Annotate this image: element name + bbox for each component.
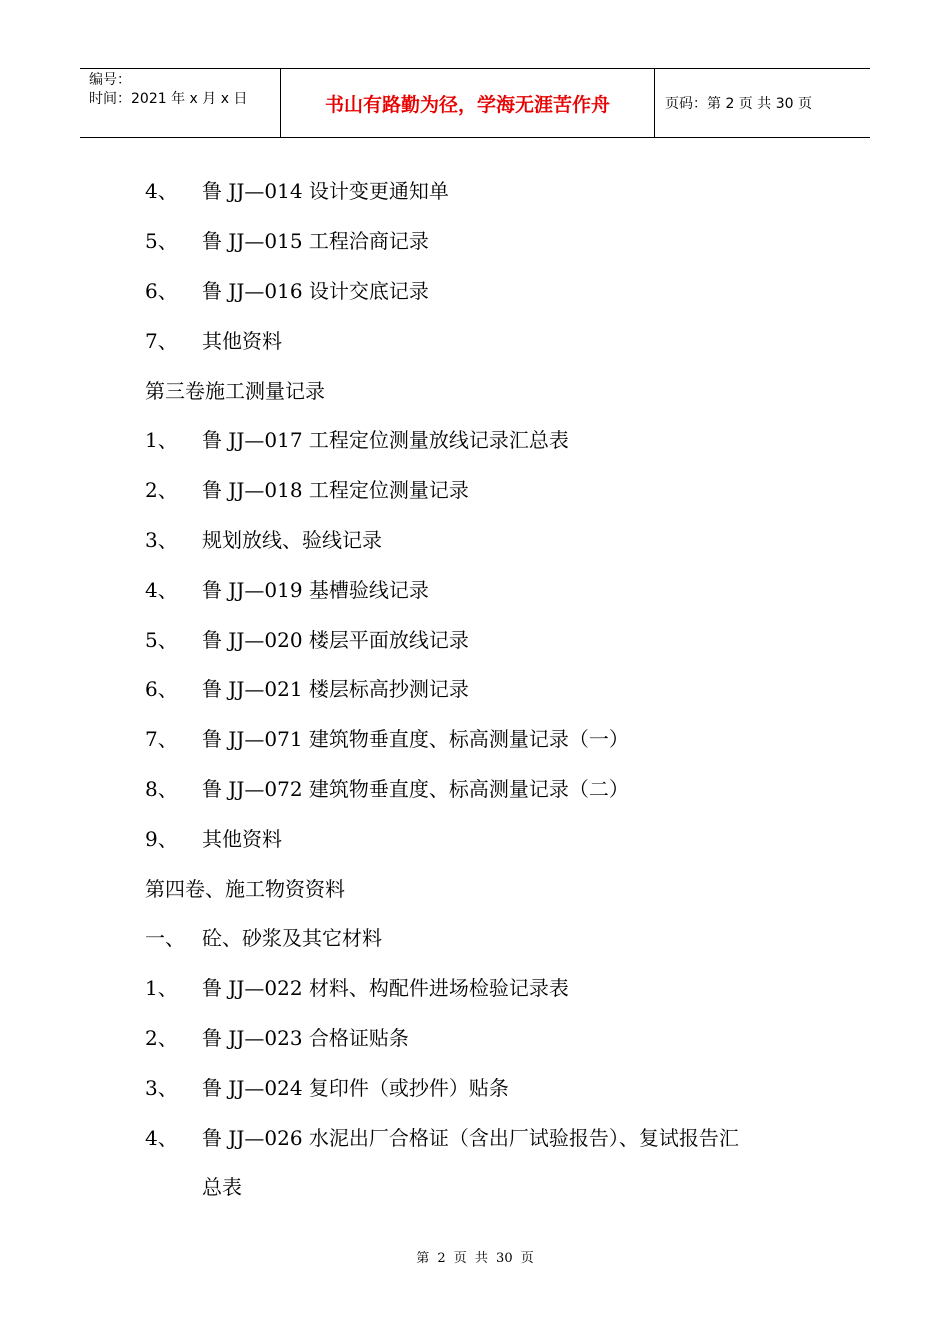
item-text: 鲁 JJ—019 基槽验线记录 [202, 577, 429, 602]
section-title: 第四卷、施工物资资料 [145, 876, 345, 901]
item-number: 一、 [145, 926, 185, 951]
item-number: 7、 [145, 727, 178, 752]
number-label: 编号： [89, 72, 131, 88]
item-text: 鲁 JJ—023 合格证贴条 [202, 1025, 409, 1050]
list-item [145, 1111, 825, 1161]
item-text: 鲁 JJ—024 复印件（或抄件）贴条 [202, 1075, 509, 1100]
time-label: 时间：2021 年 x 月 x 日 [89, 91, 248, 107]
item-number: 9、 [145, 826, 178, 851]
page-header [80, 68, 870, 138]
list-item [145, 713, 825, 763]
item-text: 鲁 JJ—071 建筑物垂直度、标高测量记录（一） [202, 727, 629, 752]
item-text: 规划放线、验线记录 [202, 527, 382, 552]
list-item [145, 763, 825, 813]
list-item [145, 563, 825, 613]
item-text: 鲁 JJ—017 工程定位测量放线记录汇总表 [202, 428, 569, 453]
list-item [145, 514, 825, 564]
document-body [145, 165, 825, 1211]
list-item [145, 912, 825, 962]
item-number: 2、 [145, 1025, 178, 1050]
item-number: 1、 [145, 428, 178, 453]
item-text: 鲁 JJ—015 工程洽商记录 [202, 229, 429, 254]
page-info: 页码：第 2 页 共 30 页 [665, 96, 812, 112]
list-item [145, 962, 825, 1012]
list-item [145, 663, 825, 713]
list-item [145, 464, 825, 514]
item-text: 鲁 JJ—022 材料、构配件进场检验记录表 [202, 976, 569, 1001]
item-text: 鲁 JJ—018 工程定位测量记录 [202, 478, 469, 503]
item-number: 8、 [145, 776, 178, 801]
item-number: 3、 [145, 1075, 178, 1100]
item-number: 4、 [145, 577, 178, 602]
item-number: 3、 [145, 527, 178, 552]
item-text: 鲁 JJ—014 设计变更通知单 [202, 179, 449, 204]
item-text: 其他资料 [202, 328, 282, 353]
item-number: 6、 [145, 278, 178, 303]
motto: 书山有路勤为径，学海无涯苦作舟 [281, 69, 655, 137]
item-text: 砼、砂浆及其它材料 [202, 926, 382, 951]
section-title: 第三卷施工测量记录 [145, 378, 325, 403]
item-number: 5、 [145, 627, 178, 652]
list-item [145, 265, 825, 315]
list-item [145, 613, 825, 663]
item-number: 7、 [145, 328, 178, 353]
item-number: 4、 [145, 1125, 178, 1150]
list-item [145, 215, 825, 265]
page-footer: 第 2 页 共 30 页 [416, 1251, 534, 1266]
item-text: 其他资料 [202, 826, 282, 851]
item-number: 4、 [145, 179, 178, 204]
list-item [145, 1012, 825, 1062]
item-text: 鲁 JJ—020 楼层平面放线记录 [202, 627, 469, 652]
list-item [145, 165, 825, 215]
list-item [145, 314, 825, 364]
item-number: 6、 [145, 677, 178, 702]
item-number: 2、 [145, 478, 178, 503]
item-text-continuation: 总表 [202, 1175, 242, 1200]
section-heading [145, 364, 825, 414]
item-text: 鲁 JJ—021 楼层标高抄测记录 [202, 677, 469, 702]
item-text: 鲁 JJ—026 水泥出厂合格证（含出厂试验报告）、复试报告汇 [202, 1125, 739, 1150]
item-number: 1、 [145, 976, 178, 1001]
list-item [145, 812, 825, 862]
header-left-cell [80, 69, 281, 137]
list-item [145, 1061, 825, 1111]
item-number: 5、 [145, 229, 178, 254]
list-item [145, 414, 825, 464]
item-text: 鲁 JJ—072 建筑物垂直度、标高测量记录（二） [202, 776, 629, 801]
section-heading [145, 862, 825, 912]
item-text: 鲁 JJ—016 设计交底记录 [202, 278, 429, 303]
